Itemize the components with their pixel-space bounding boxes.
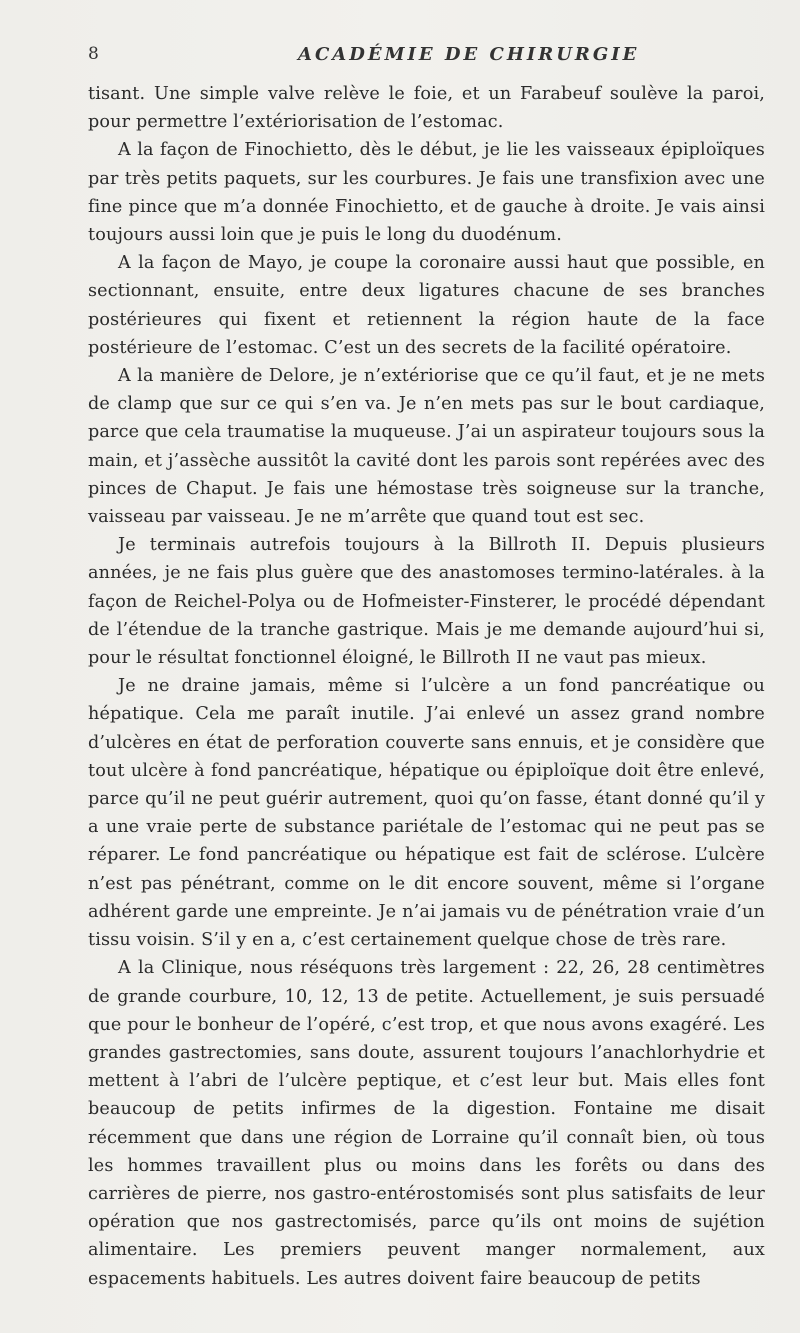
paragraph: tisant. Une simple valve relève le foie, et un Farabeuf soulève la paroi, pour permettre l’extériorisation de l’estomac. <box>88 84 765 133</box>
body-text <box>88 80 765 1293</box>
paragraph: A la Clinique, nous réséquons très largement : 22, 26, 28 centimètres de grande courbure, 10, 12, 13 de petite. Actuellement, je suis persuadé que pour le bonheur de l’opéré, c’est trop, et que nous avons exagéré. Les grandes gastrectomies, sans doute, assurent toujours l’anachlorhydrie et mettent à l’abri de l’ulcère peptique, et c’est leur but. Mais elles font beaucoup de petits infirmes de la digestion. Fontaine me disait récemment que dans une région de Lorraine qu’il connaît bien, où tous les hommes travaillent plus ou moins dans les forêts ou dans des carrières de pierre, nos gastro-entérostomisés sont plus satisfaits de leur opération que nos gastrectomisés, parce qu’ils ont moins de sujétion alimentaire. Les premiers peuvent manger normalement, aux espacements habituels. Les autres doivent faire beaucoup de petits <box>88 958 765 1289</box>
running-title: ACADÉMIE DE CHIRURGIE <box>298 44 640 65</box>
page-number: 8 <box>88 44 99 64</box>
paragraph: Je ne draine jamais, même si l’ulcère a un fond pancréatique ou hépatique. Cela me paraît inutile. J’ai enlevé un assez grand nombre d’ulcères en état de perforation couverte sans ennuis, et je considère que tout ulcère à fond pancréatique, hépatique ou épiploïque doit être enlevé, parce qu’il ne peut guérir autrement, quoi qu’on fasse, étant donné qu’il y a une vraie perte de substance pariétale de l’estomac qui ne peut pas se réparer. Le fond pancréatique ou hépatique est fait de sclérose. L’ulcère n’est pas pénétrant, comme on le dit encore souvent, même si l’organe adhérent garde une empreinte. Je n’ai jamais vu de pénétration vraie d’un tissu voisin. S’il y en a, c’est certainement quelque chose de très rare. <box>88 676 765 951</box>
paragraph: A la manière de Delore, je n’extériorise que ce qu’il faut, et je ne mets de clamp que sur ce qui s’en va. Je n’en mets pas sur le bout cardiaque, parce que cela traumatise la muqueuse. J’ai un aspirateur toujours sous la main, et j’assèche aussitôt la cavité dont les parois sont repérées avec des pinces de Chaput. Je fais une hémostase très soigneuse sur la tranche, vaisseau par vaisseau. Je ne m’arrête que quand tout est sec. <box>88 366 765 528</box>
paragraph: A la façon de Mayo, je coupe la coronaire aussi haut que possible, en sectionnant, ensuite, entre deux ligatures chacune de ses branches postérieures qui fixent et retiennent la région haute de la face postérieure de l’estomac. C’est un des secrets de la facilité opératoire. <box>88 253 765 358</box>
page-header <box>88 40 760 70</box>
paragraph: A la façon de Finochietto, dès le début, je lie les vaisseaux épiploïques par très petits paquets, sur les courbures. Je fais une transfixion avec une fine pince que m’a donnée Finochietto, et de gauche à droite. Je vais ainsi toujours aussi loin que je puis le long du duodénum. <box>88 140 765 246</box>
paragraph: Je terminais autrefois toujours à la Billroth II. Depuis plusieurs années, je ne fais plus guère que des anastomoses termino-latérales. à la façon de Reichel-Polya ou de Hofmeister-Finsterer, le procédé dépendant de l’étendue de la tranche gastrique. Mais je me demande aujourd’hui si, pour le résultat fonctionnel éloigné, le Billroth II ne vaut pas mieux. <box>88 535 765 669</box>
